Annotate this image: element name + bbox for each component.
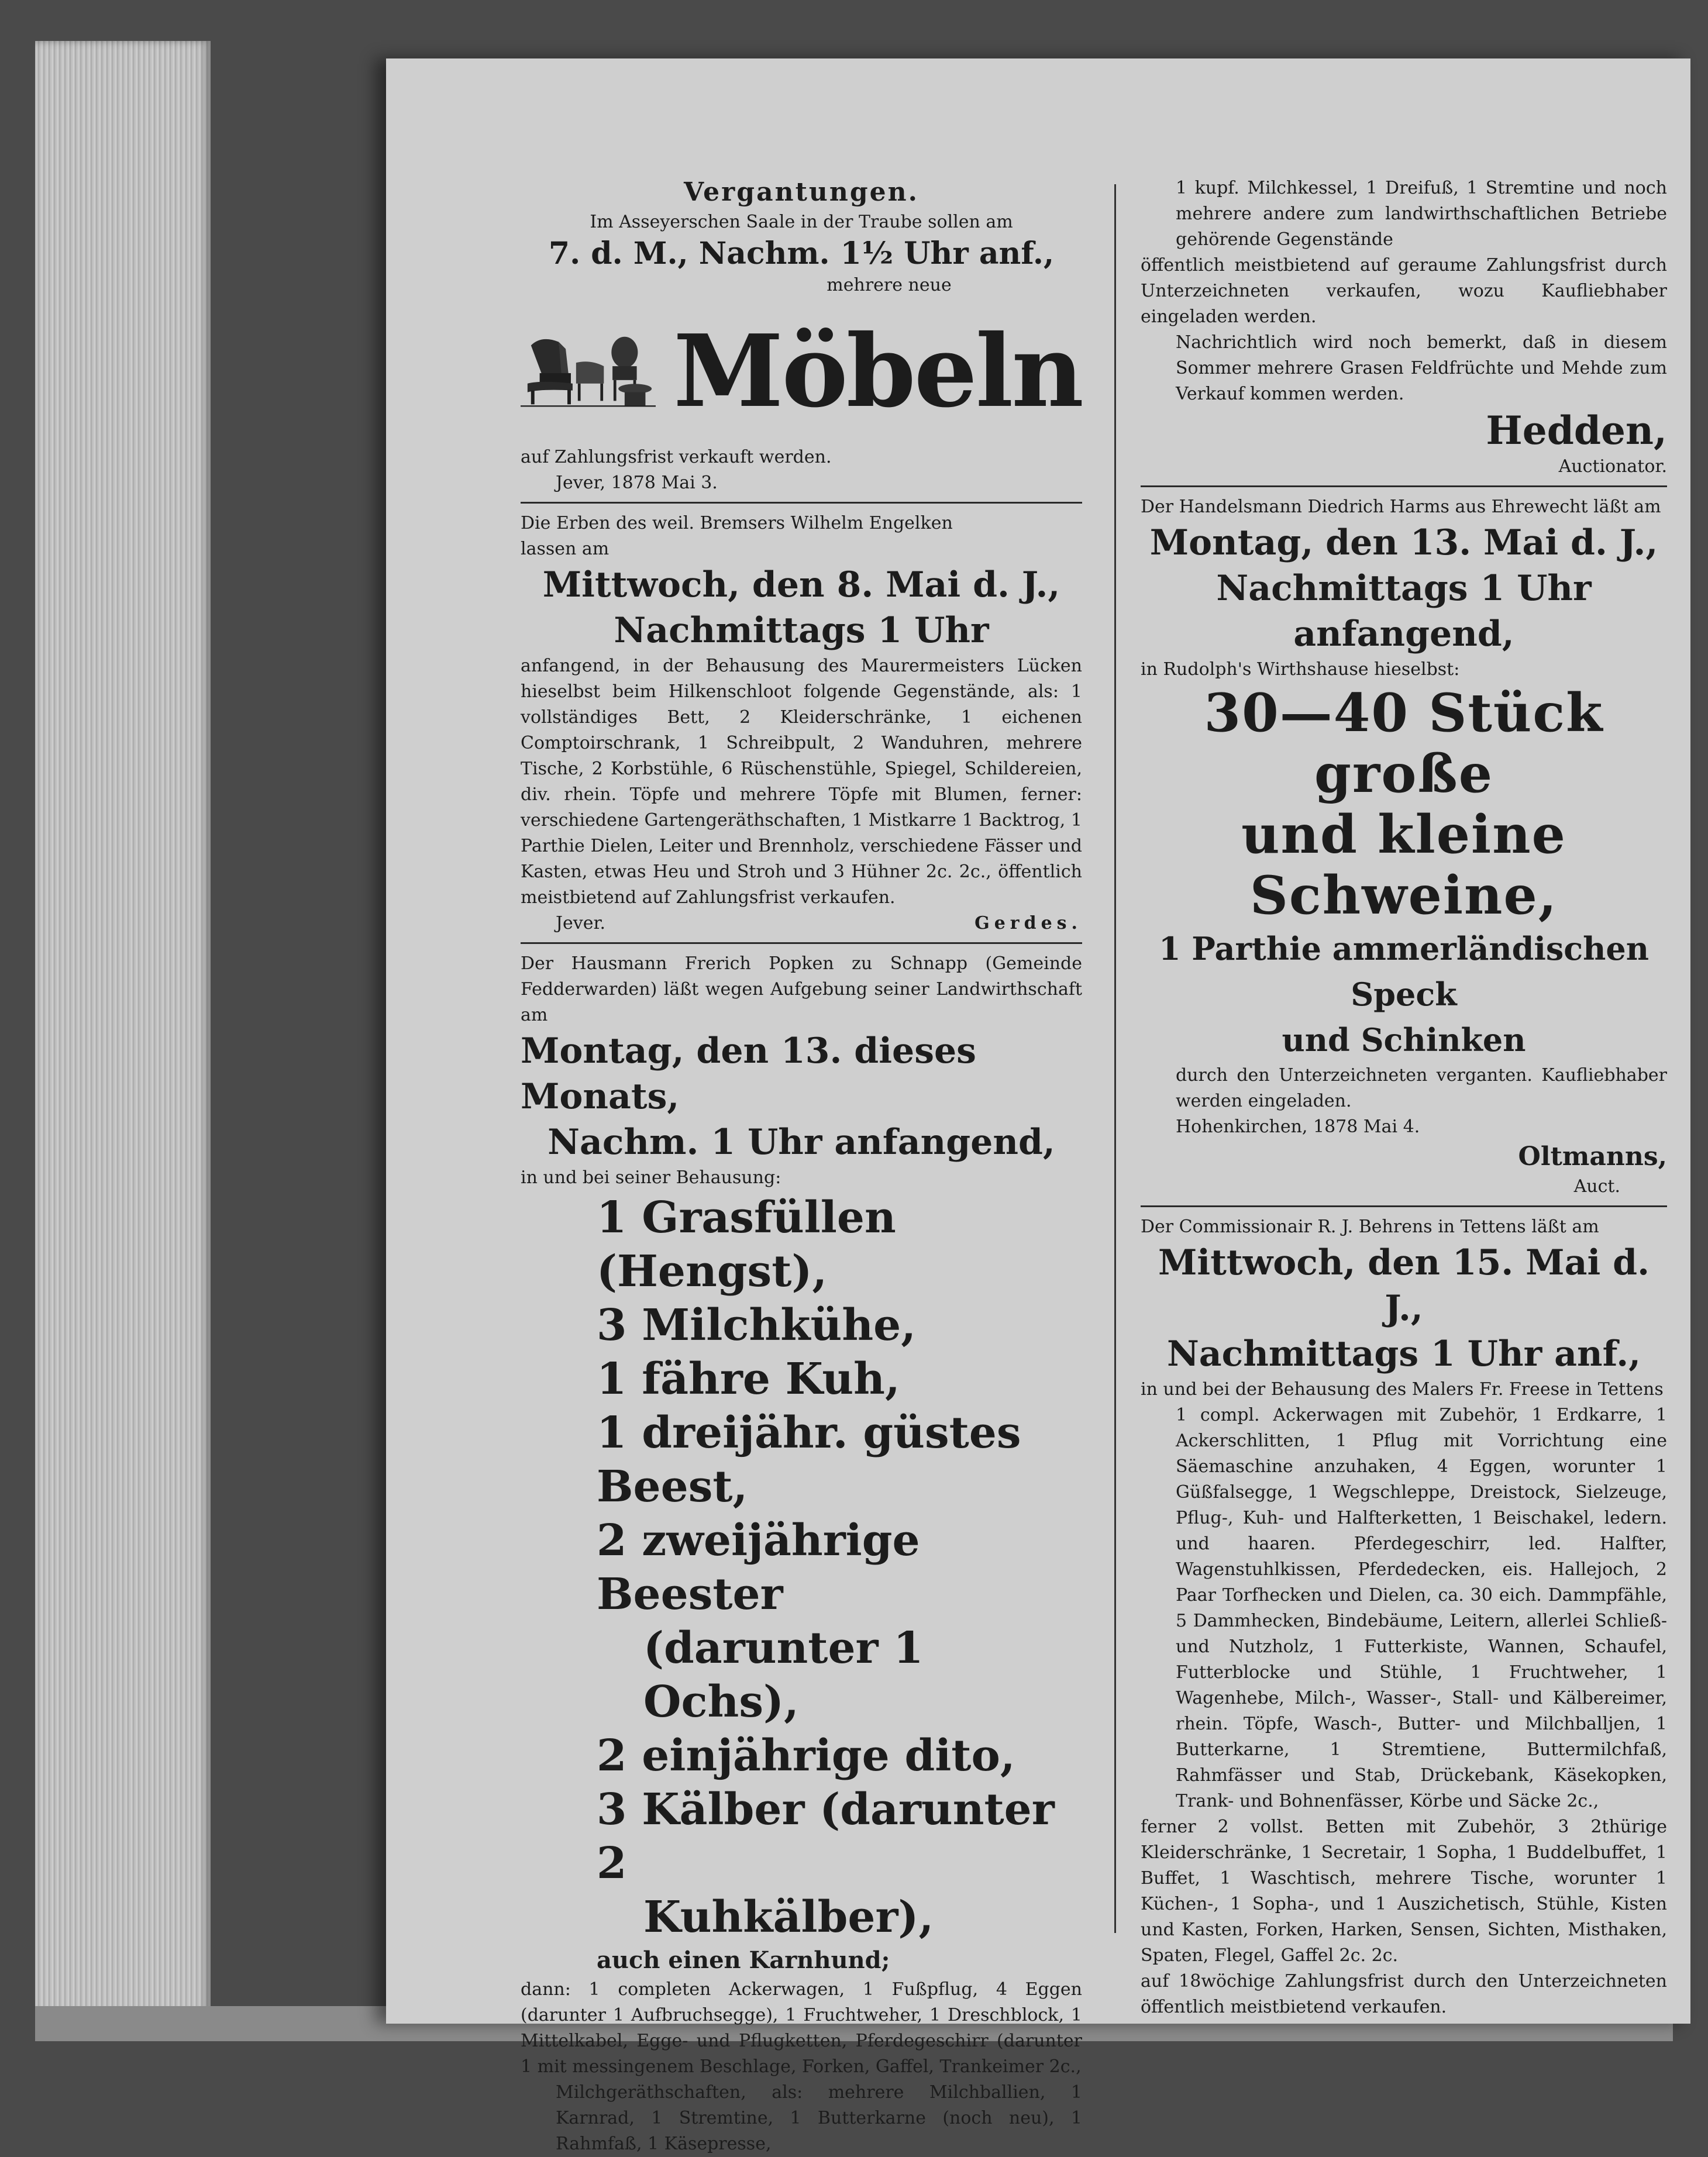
moebeln-banner [521, 298, 1082, 445]
ad-headline: 30—40 Stück große [1204, 682, 1604, 805]
ad-signature-title: Auctionator. [1558, 456, 1667, 477]
ad-date: Montag, den 13. dieses Monats, [521, 1031, 976, 1117]
livestock-list [521, 1191, 1082, 1944]
ad-intro: lassen am [521, 539, 609, 559]
ad-where: in Rudolph's Wirthshause hieselbst: [1141, 659, 1460, 680]
ad-harms [1141, 494, 1667, 1200]
ad-signature: Oltmanns, [1518, 1142, 1667, 1171]
ad-place: Jever. [556, 913, 606, 933]
ad-body: öffentlich meistbietend auf geraume Zahlungsfrist durch Unterzeichneten verkaufen, wozu Kaufliebhaber eingeladen werden. [1141, 255, 1667, 327]
ad-separator [521, 502, 1082, 504]
ad-intro: Die Erben des weil. Bremsers Wilhelm Engelken [521, 513, 953, 533]
ad-date: Mittwoch, den 8. Mai d. J., [542, 564, 1060, 605]
ad-headline: und kleine Schweine, [1241, 804, 1566, 926]
livestock-item: 1 dreijähr. güstes Beest, [597, 1408, 1021, 1512]
furniture-illustration [521, 304, 656, 439]
ad-dog: auch einen Karnhund; [597, 1946, 890, 1974]
livestock-item: Kuhkälber), [643, 1892, 934, 1942]
ad-title: Vergantungen. [684, 177, 919, 207]
ad-date-time: 7. d. M., Nachm. 1½ Uhr anf., [548, 236, 1055, 271]
ad-signature: Hedden, [1486, 408, 1667, 453]
ad-separator [521, 942, 1082, 944]
ad-time: Nachmittags 1 Uhr anf., [1166, 1334, 1641, 1374]
ad-body: 1 kupf. Milchkessel, 1 Dreifuß, 1 Stremtine und noch mehrere andere zum landwirthschaftlichen Betriebe gehörende Gegenstände [1176, 178, 1667, 250]
ad-subheadline: 1 Parthie ammerländischen Speck [1158, 930, 1650, 1013]
ad-body: dann: 1 completen Ackerwagen, 1 Fußpflug, 4 Eggen (darunter 1 Aufbruchsegge), 1 Fruchtweher, 1 Dreschblock, 1 Mittelkabel, Egge- und Pflugketten, Pferdegeschirr (darunter 1 mit messingenem Beschlage, Forken, Gaffel, Trankeimer 2c., [521, 1979, 1082, 2077]
ad-signature: Gerdes. [974, 913, 1082, 933]
ad-engelken [521, 511, 1082, 936]
ad-date: Mittwoch, den 15. Mai d. J., [1158, 1242, 1650, 1329]
livestock-item: 1 Grasfüllen (Hengst), [597, 1193, 896, 1297]
moebeln-headline: Möbeln [673, 313, 1082, 430]
ad-footer [521, 911, 1082, 936]
ad-behrens [1141, 1214, 1667, 2020]
right-column [1141, 175, 1667, 2020]
ad-intro: Der Handelsmann Diedrich Harms aus Ehrewecht läßt am [1141, 497, 1661, 517]
newspaper-page [386, 58, 1690, 2154]
ad-time: Nachmittags 1 Uhr anfangend, [1216, 568, 1592, 654]
ad-line: auf Zahlungsfrist verkauft werden. [521, 447, 832, 467]
ad-vergantungen [521, 175, 1082, 496]
ad-where: in und bei der Behausung des Malers Fr. Freese in Tettens [1141, 1379, 1664, 1400]
ad-closing: auf 18wöchige Zahlungsfrist durch den Unterzeichneten öffentlich meistbietend verkaufen. [1141, 1971, 1667, 2017]
ad-time: Nachmittags 1 Uhr [614, 610, 989, 651]
ad-line: mehrere neue [827, 275, 952, 295]
livestock-item: 2 einjährige dito, [597, 1731, 1015, 1781]
ad-note: Nachrichtlich wird noch bemerkt, daß in diesem Sommer mehrere Grasen Feldfrüchte und Mehde zum Verkauf kommen werden. [1176, 332, 1667, 404]
ad-hedden [1141, 175, 1667, 480]
ad-intro: Der Hausmann Frerich Popken zu Schnapp (Gemeinde Fedderwarden) läßt wegen Aufgebung seiner Landwirthschaft am [521, 953, 1082, 1025]
ad-body: durch den Unterzeichneten verganten. Kaufliebhaber werden eingeladen. [1176, 1065, 1667, 1111]
ad-popken [521, 951, 1082, 2157]
livestock-item: 3 Kälber (darunter 2 [597, 1784, 1055, 1889]
ad-body: 1 compl. Ackerwagen mit Zubehör, 1 Erdkarre, 1 Ackerschlitten, 1 Pflug mit Vorrichtung eine Säemaschine anzuhaken, 4 Eggen, worunter 1 Güßfalsegge, 1 Wegschleppe, Dreistock, Sielzeuge, Pflug-, Kuh- und Halfterketten, 1 Beischakel, ledern. und haaren. Pferdegeschirr, led. Halfter, Wagenstuhlkissen, Pferdedecken, eis. Hallejoch, 2 Paar Torfhecken und Dielen, ca. 30 eich. Dammpfähle, 5 Dammhecken, Bindebäume, Leitern, allerlei Schließ- und Nutzholz, 1 Futterkiste, Wannen, Schaufel, Futterblocke und Stühle, 1 Fruchtweher, 1 Wagenhebe, Milch-, Wasser-, Stall- und Kälbereimer, rhein. Töpfe, Wasch-, Butter- und Milchballjen, 1 Butterkarne, 1 Stremtiene, Buttermilchfaß, Rahmfässer und Stab, Drückebank, Käsekopken, Trank- und Bohnenfässer, Körbe und Säcke 2c., [1176, 1405, 1667, 1811]
ad-line: Im Asseyerschen Saale in der Traube sollen am [590, 212, 1013, 232]
ad-separator [1141, 485, 1667, 487]
livestock-item: 3 Milchkühe, [597, 1300, 916, 1350]
ad-body: anfangend, in der Behausung des Maurermeisters Lücken hieselbst beim Hilkenschloot folgende Gegenstände, als: 1 vollständiges Bett, 2 Kleiderschränke, 1 eichenen Comptoirschrank, 1 Schreibpult, 2 Wanduhren, mehrere Tische, 2 Korbstühle, 6 Rüschenstühle, Spiegel, Schildereien, div. rhein. Töpfe und mehrere Töpfe mit Blumen, ferner: verschiedene Gartengeräthschaften, 1 Mistkarre 1 Backtrog, 1 Parthie Dielen, Leiter und Brennholz, verschiedene Fässer und Kasten, etwas Heu und Stroh und 3 Hühner 2c. 2c., öffentlich meistbietend auf Zahlungsfrist verkaufen. [521, 656, 1082, 908]
ad-place-date: Jever, 1878 Mai 3. [556, 473, 718, 493]
ad-body: Milchgeräthschaften, als: mehrere Milchballien, 1 Karnrad, 1 Stremtine, 1 Butterkarne (noch neu), 1 Rahmfaß, 1 Käsepresse, [556, 2082, 1082, 2154]
ad-place-date: Hohenkirchen, 1878 Mai 4. [1176, 1117, 1420, 1137]
ad-time: Nachm. 1 Uhr anfangend, [547, 1122, 1055, 1163]
ad-signature-title: Auct. [1573, 1176, 1620, 1197]
ad-where: in und bei seiner Behausung: [521, 1167, 781, 1188]
book-page-edges [35, 41, 211, 2041]
livestock-item: 2 zweijährige Beester [597, 1515, 920, 1620]
livestock-item: 1 fähre Kuh, [597, 1354, 900, 1404]
ad-date: Montag, den 13. Mai d. J., [1149, 522, 1658, 563]
ad-separator [1141, 1205, 1667, 1207]
ad-subheadline: und Schinken [1282, 1021, 1526, 1059]
livestock-item: (darunter 1 Ochs), [643, 1623, 924, 1727]
ad-body: ferner 2 vollst. Betten mit Zubehör, 3 2thürige Kleiderschränke, 1 Secretair, 1 Sopha, 1 Buddelbuffet, 1 Buffet, 1 Waschtisch, mehrere Tische, worunter 1 Küchen-, 1 Sopha-, und 1 Auszichetisch, Stühle, Kisten und Kasten, Forken, Harken, Sensen, Sichten, Misthaken, Spaten, Flegel, Gaffel 2c. 2c. [1141, 1817, 1667, 1966]
ad-intro: Der Commissionair R. J. Behrens in Tettens läßt am [1141, 1217, 1599, 1237]
